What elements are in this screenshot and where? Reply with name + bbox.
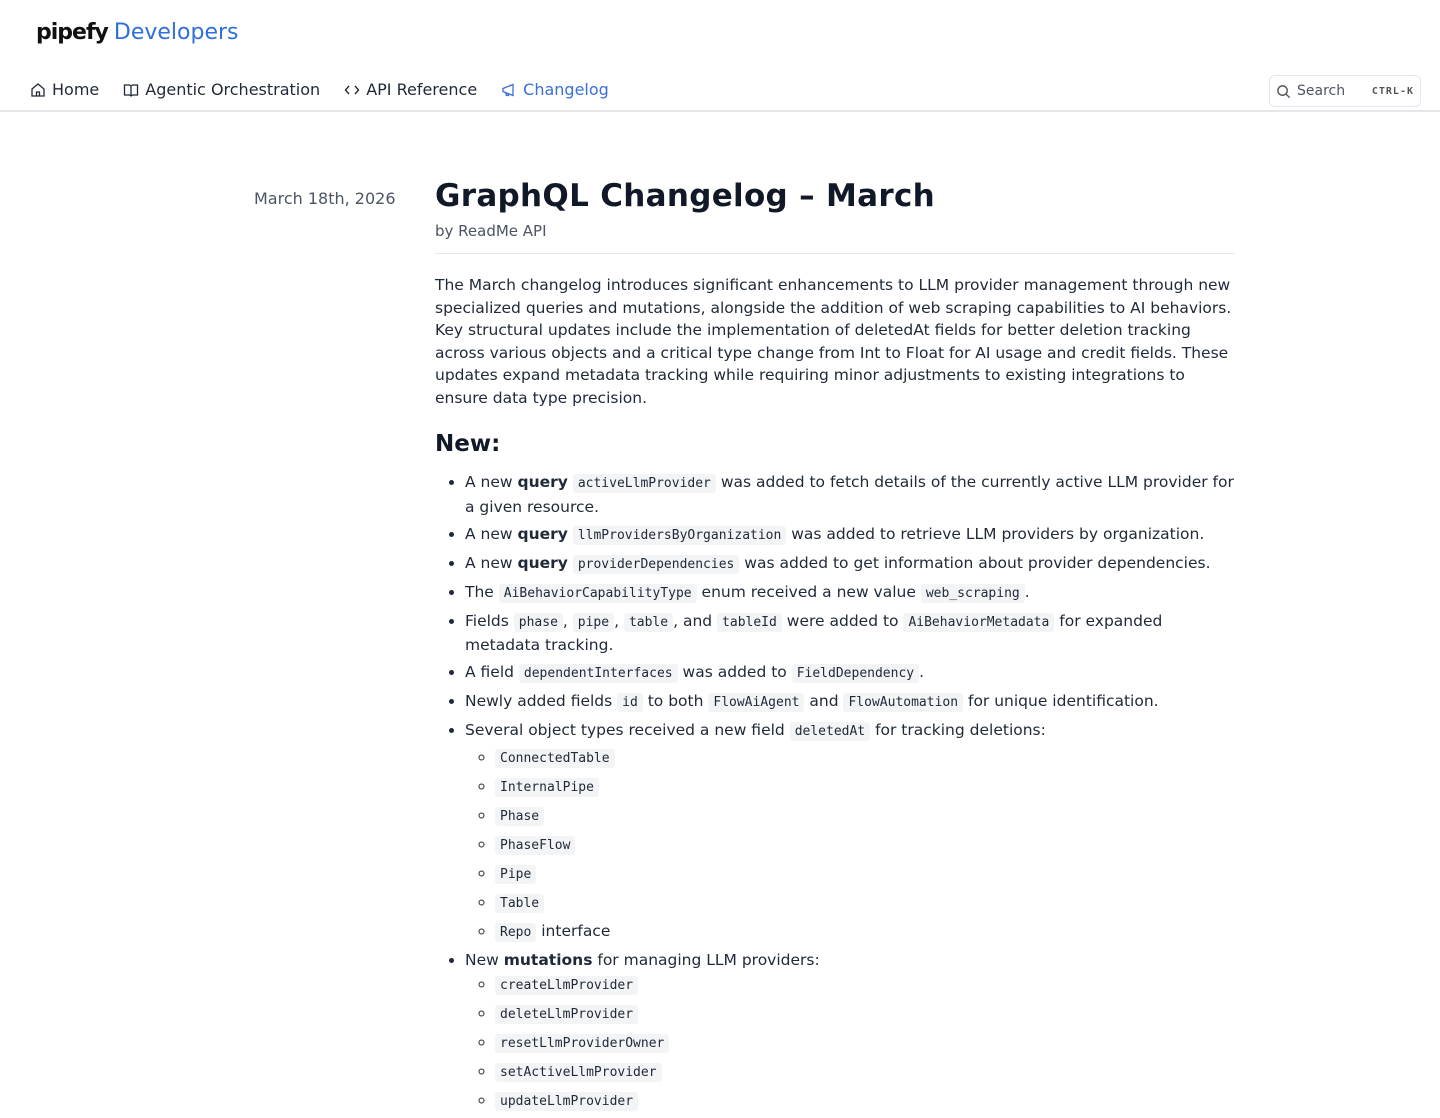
code-identifier: activeLlmProvider bbox=[573, 474, 716, 493]
list-item bbox=[465, 471, 1235, 518]
code-identifier: providerDependencies bbox=[573, 555, 740, 574]
list-item bbox=[465, 523, 1235, 548]
search-button[interactable] bbox=[1269, 75, 1421, 107]
text: The bbox=[465, 582, 499, 601]
text: were added to bbox=[781, 611, 904, 630]
sub-list-item bbox=[495, 833, 1235, 858]
text: Newly added fields bbox=[465, 692, 618, 710]
code-identifier: InternalPipe bbox=[495, 778, 599, 797]
search-shortcut: CTRL-K bbox=[1371, 85, 1414, 97]
list-item bbox=[465, 610, 1235, 657]
megaphone-icon bbox=[501, 82, 517, 98]
home-icon bbox=[30, 82, 46, 98]
nav-home[interactable] bbox=[30, 80, 99, 99]
sub-list-item bbox=[495, 804, 1235, 829]
changes-list bbox=[435, 471, 1235, 1114]
post-title: GraphQL Changelog – March bbox=[435, 178, 936, 214]
bold-text: mutations bbox=[503, 950, 593, 969]
logo[interactable] bbox=[36, 20, 238, 45]
main-nav bbox=[30, 80, 609, 99]
code-identifier: pipe bbox=[573, 613, 614, 632]
bold-text: query bbox=[517, 524, 568, 543]
code-identifier: id bbox=[617, 693, 643, 712]
code-identifier: deletedAt bbox=[790, 722, 870, 741]
code-identifier: dependentInterfaces bbox=[519, 664, 678, 683]
sub-list-item bbox=[495, 862, 1235, 887]
list-item bbox=[465, 949, 1235, 1114]
code-identifier: updateLlmProvider bbox=[495, 1092, 638, 1111]
text: , and bbox=[673, 611, 718, 630]
text: , bbox=[614, 611, 624, 630]
code-identifier: ConnectedTable bbox=[495, 749, 615, 768]
sub-list-item bbox=[495, 891, 1235, 916]
code-identifier: AiBehaviorCapabilityType bbox=[499, 584, 697, 603]
sub-list-item bbox=[495, 1031, 1235, 1056]
nav-label: API Reference bbox=[366, 80, 478, 99]
post-date: March 18th, 2026 bbox=[254, 189, 396, 208]
sub-list-item bbox=[495, 1060, 1235, 1085]
text: , bbox=[562, 611, 573, 630]
nav-label: Changelog bbox=[523, 80, 609, 99]
nav-label: Home bbox=[52, 80, 100, 99]
code-identifier: deleteLlmProvider bbox=[495, 1005, 638, 1024]
post-intro: The March changelog introduces significant enhancements to LLM provider management through new specialized queries and mutations, alongside the addition of web scraping capabilities to AI behaviors. Key structural updates include the implementation of deletedAt fields for better deletion tracking across various objects and a critical type change from Int to Float for AI usage and credit fields. These updates expand metadata tracking while requiring minor adjustments to existing integrations to ensure data type precision. bbox=[435, 276, 1232, 407]
bold-text: query bbox=[517, 553, 568, 572]
list-item bbox=[465, 690, 1235, 715]
search-icon bbox=[1276, 84, 1291, 99]
book-icon bbox=[123, 82, 139, 98]
text: New bbox=[465, 950, 504, 969]
code-identifier: Table bbox=[495, 894, 544, 913]
text: . bbox=[1024, 582, 1030, 601]
list-item bbox=[465, 581, 1235, 606]
text: for unique identification. bbox=[963, 692, 1159, 710]
text: was added to get information about provider dependencies. bbox=[739, 553, 1211, 572]
text: for tracking deletions: bbox=[870, 721, 1046, 739]
code-identifier: Repo bbox=[495, 923, 536, 942]
code-icon bbox=[344, 82, 360, 98]
list-item bbox=[465, 719, 1235, 944]
text: interface bbox=[536, 921, 611, 940]
nav-agentic-orchestration[interactable] bbox=[123, 80, 320, 99]
text: for expanded metadata tracking. bbox=[465, 611, 1163, 654]
nav-label: Agentic Orchestration bbox=[145, 80, 321, 99]
code-identifier: phase bbox=[514, 613, 563, 632]
changelog-post bbox=[435, 178, 1235, 1118]
list-item bbox=[465, 552, 1235, 577]
sub-list-item bbox=[495, 746, 1235, 771]
text: A new bbox=[465, 553, 518, 572]
text: was added to fetch details of the currently active LLM provider for a given resource. bbox=[465, 473, 1234, 516]
bold-text: query bbox=[517, 473, 568, 491]
code-identifier: llmProvidersByOrganization bbox=[573, 526, 787, 545]
text: Several object types received a new field bbox=[465, 721, 790, 739]
code-identifier: web_scraping bbox=[921, 584, 1025, 603]
code-identifier: createLlmProvider bbox=[495, 976, 638, 995]
code-identifier: FlowAutomation bbox=[843, 693, 963, 712]
section-heading: New: bbox=[435, 431, 501, 457]
list-item bbox=[465, 661, 1235, 686]
code-identifier: table bbox=[624, 613, 673, 632]
search-placeholder: Search bbox=[1297, 83, 1346, 99]
top-header bbox=[0, 0, 1440, 112]
text: for managing LLM providers: bbox=[592, 950, 820, 969]
code-identifier: setActiveLlmProvider bbox=[495, 1063, 662, 1082]
text: enum received a new value bbox=[696, 582, 921, 601]
sub-list-item bbox=[495, 775, 1235, 800]
code-identifier: Phase bbox=[495, 807, 544, 826]
logo-suffix: Developers bbox=[113, 20, 239, 45]
text: was added to retrieve LLM providers by organization. bbox=[786, 524, 1205, 543]
nav-api-reference[interactable] bbox=[344, 80, 477, 99]
nav-changelog[interactable] bbox=[501, 80, 609, 99]
text: and bbox=[804, 692, 844, 710]
sub-list bbox=[465, 973, 1235, 1114]
text: Fields bbox=[465, 611, 514, 630]
text: . bbox=[919, 663, 925, 681]
sub-list bbox=[465, 746, 1235, 945]
text: was added to bbox=[677, 663, 792, 681]
logo-brand: pipefy bbox=[36, 20, 108, 45]
sub-list-item bbox=[495, 973, 1235, 998]
text: A new bbox=[465, 524, 518, 543]
code-identifier: resetLlmProviderOwner bbox=[495, 1034, 669, 1053]
code-identifier: tableId bbox=[717, 613, 782, 632]
sub-list-item bbox=[495, 1002, 1235, 1027]
text: to both bbox=[642, 692, 709, 710]
code-identifier: AiBehaviorMetadata bbox=[903, 613, 1054, 632]
code-identifier: FieldDependency bbox=[792, 664, 919, 683]
code-identifier: FlowAiAgent bbox=[708, 693, 804, 712]
post-author: by ReadMe API bbox=[435, 222, 1235, 254]
code-identifier: Pipe bbox=[495, 865, 536, 884]
sub-list-item bbox=[495, 920, 1235, 945]
text: A new bbox=[465, 473, 518, 491]
sub-list-item bbox=[495, 1089, 1235, 1114]
text: A field bbox=[465, 663, 519, 681]
code-identifier: PhaseFlow bbox=[495, 836, 575, 855]
